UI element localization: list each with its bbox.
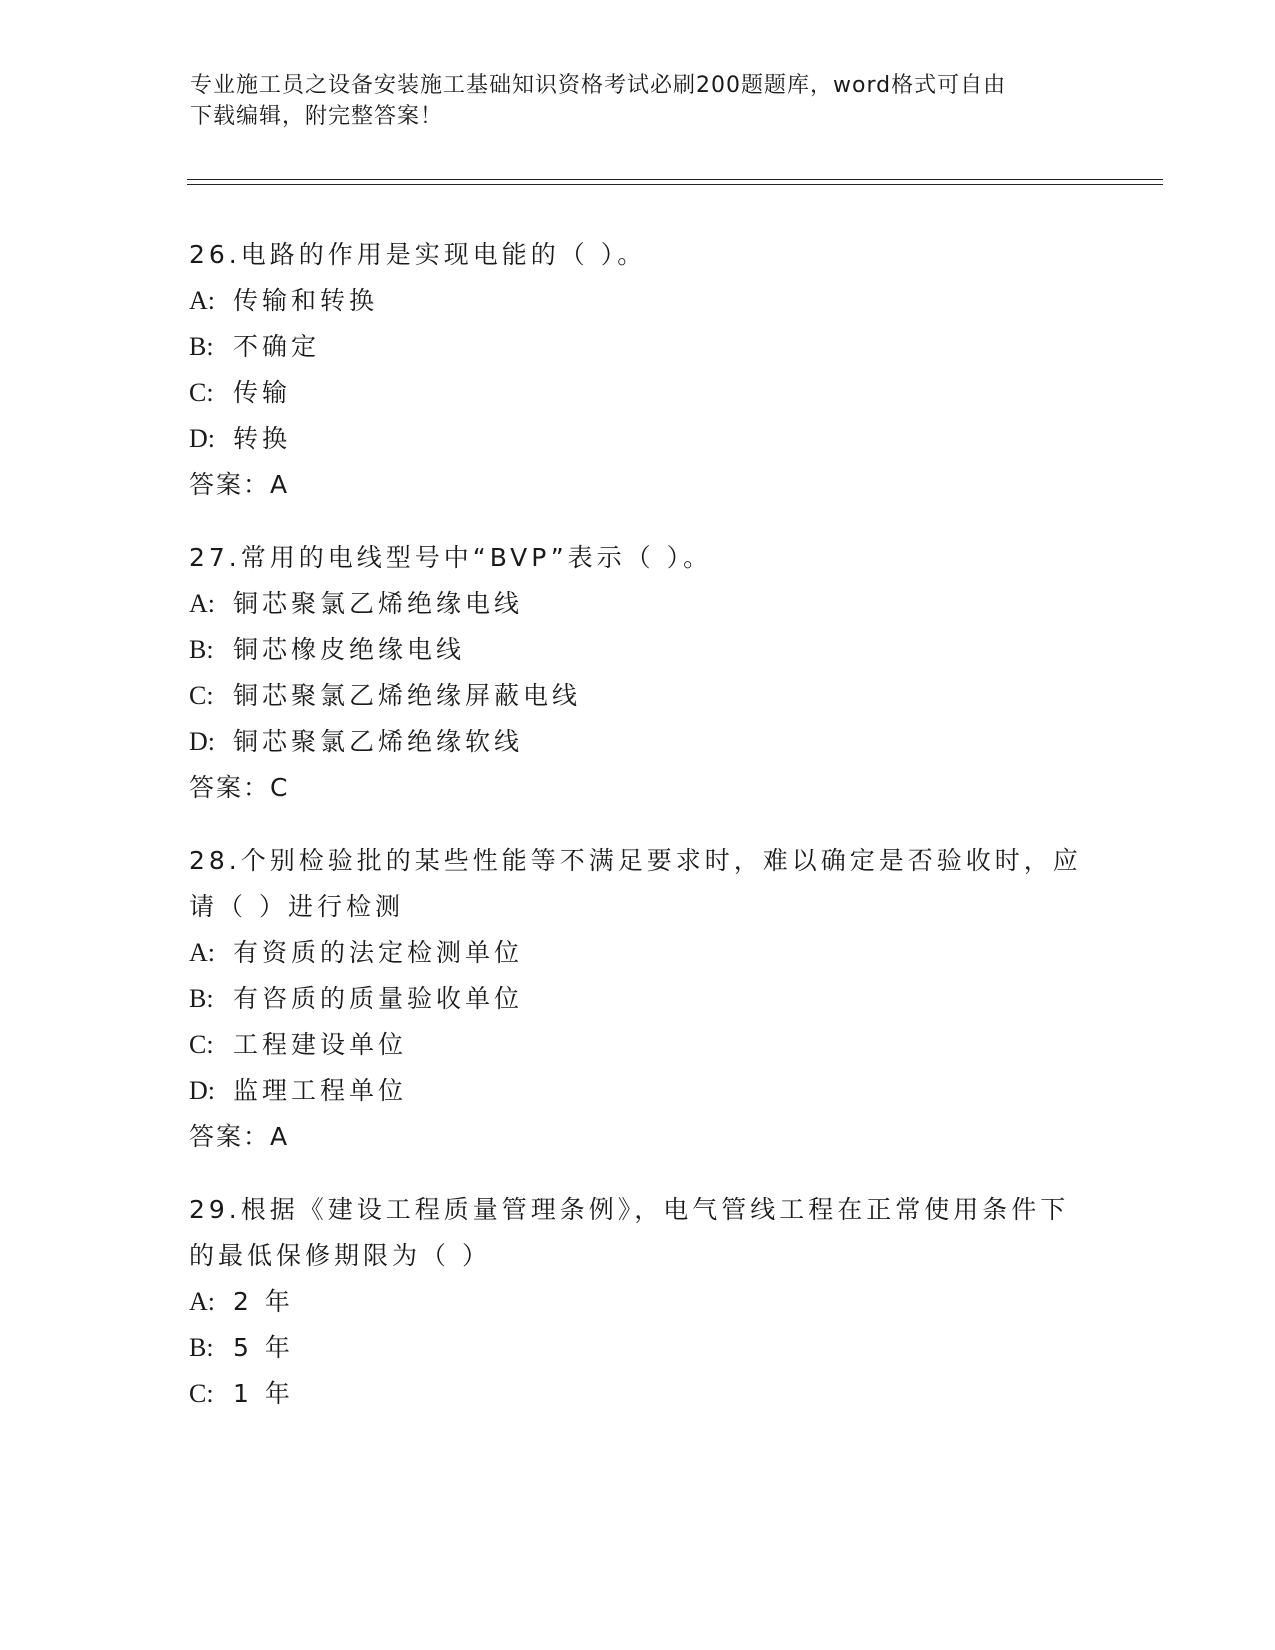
question-stem: 27.常用的电线型号中“BVP”表示（ ）。 [189, 543, 713, 572]
question-28 [189, 838, 1089, 1160]
option-letter: C: [189, 681, 214, 710]
option-text: 工程建设单位 [233, 1030, 408, 1059]
option-text: 铜芯聚氯乙烯绝缘电线 [233, 589, 524, 618]
question-stem: 26.电路的作用是实现电能的（ ）。 [189, 240, 647, 269]
option-text: 1 年 [233, 1379, 294, 1408]
option-text: 5 年 [233, 1333, 294, 1362]
option-text: 铜芯聚氯乙烯绝缘软线 [233, 727, 524, 756]
option-letter: B: [189, 1333, 214, 1362]
question-26 [189, 232, 1089, 508]
option-text: 有资质的法定检测单位 [233, 938, 524, 967]
question-stem: 28.个别检验批的某些性能等不满足要求时，难以确定是否验收时，应请（ ）进行检测 [189, 846, 1082, 921]
option-letter: D: [189, 424, 215, 453]
answer-line: 答案：A [189, 470, 290, 499]
question-list [189, 232, 1089, 1444]
option-letter: D: [189, 727, 215, 756]
option-c [189, 370, 1089, 416]
option-letter: D: [189, 1076, 215, 1105]
option-letter: A: [189, 1287, 215, 1316]
header-rule-bottom [187, 184, 1163, 185]
option-text: 转换 [233, 424, 292, 453]
header-line-1: 专业施工员之设备安装施工基础知识资格考试必刷200题题库，word格式可自由 [190, 73, 1007, 98]
document-header [190, 70, 1090, 132]
option-b [189, 324, 1089, 370]
answer-line: 答案：C [189, 773, 290, 802]
option-a [189, 278, 1089, 324]
option-text: 传输 [233, 378, 292, 407]
option-text: 不确定 [233, 332, 321, 361]
option-letter: B: [189, 984, 214, 1013]
option-letter: C: [189, 1379, 214, 1408]
question-stem: 29.根据《建设工程质量管理条例》，电气管线工程在正常使用条件下的最低保修期限为（ ） [189, 1195, 1070, 1270]
option-letter: B: [189, 635, 214, 664]
option-c [189, 1022, 1089, 1068]
option-letter: C: [189, 1030, 214, 1059]
question-27 [189, 535, 1089, 811]
option-a [189, 581, 1089, 627]
option-text: 2 年 [233, 1287, 294, 1316]
option-text: 铜芯聚氯乙烯绝缘屏蔽电线 [233, 681, 582, 710]
option-b [189, 627, 1089, 673]
option-b [189, 976, 1089, 1022]
option-d [189, 416, 1089, 462]
option-text: 传输和转换 [233, 286, 379, 315]
option-d [189, 719, 1089, 765]
option-letter: C: [189, 378, 214, 407]
option-d [189, 1068, 1089, 1114]
question-29 [189, 1187, 1089, 1417]
header-rule-top [187, 179, 1163, 180]
option-a [189, 930, 1089, 976]
answer-line: 答案：A [189, 1122, 290, 1151]
option-text: 铜芯橡皮绝缘电线 [233, 635, 466, 664]
option-letter: B: [189, 332, 214, 361]
option-letter: A: [189, 589, 215, 618]
option-a [189, 1279, 1089, 1325]
option-text: 监理工程单位 [233, 1076, 408, 1105]
option-letter: A: [189, 938, 215, 967]
option-c [189, 1371, 1089, 1417]
option-c [189, 673, 1089, 719]
option-text: 有咨质的质量验收单位 [233, 984, 524, 1013]
header-line-2: 下载编辑，附完整答案！ [190, 104, 444, 129]
option-b [189, 1325, 1089, 1371]
option-letter: A: [189, 286, 215, 315]
